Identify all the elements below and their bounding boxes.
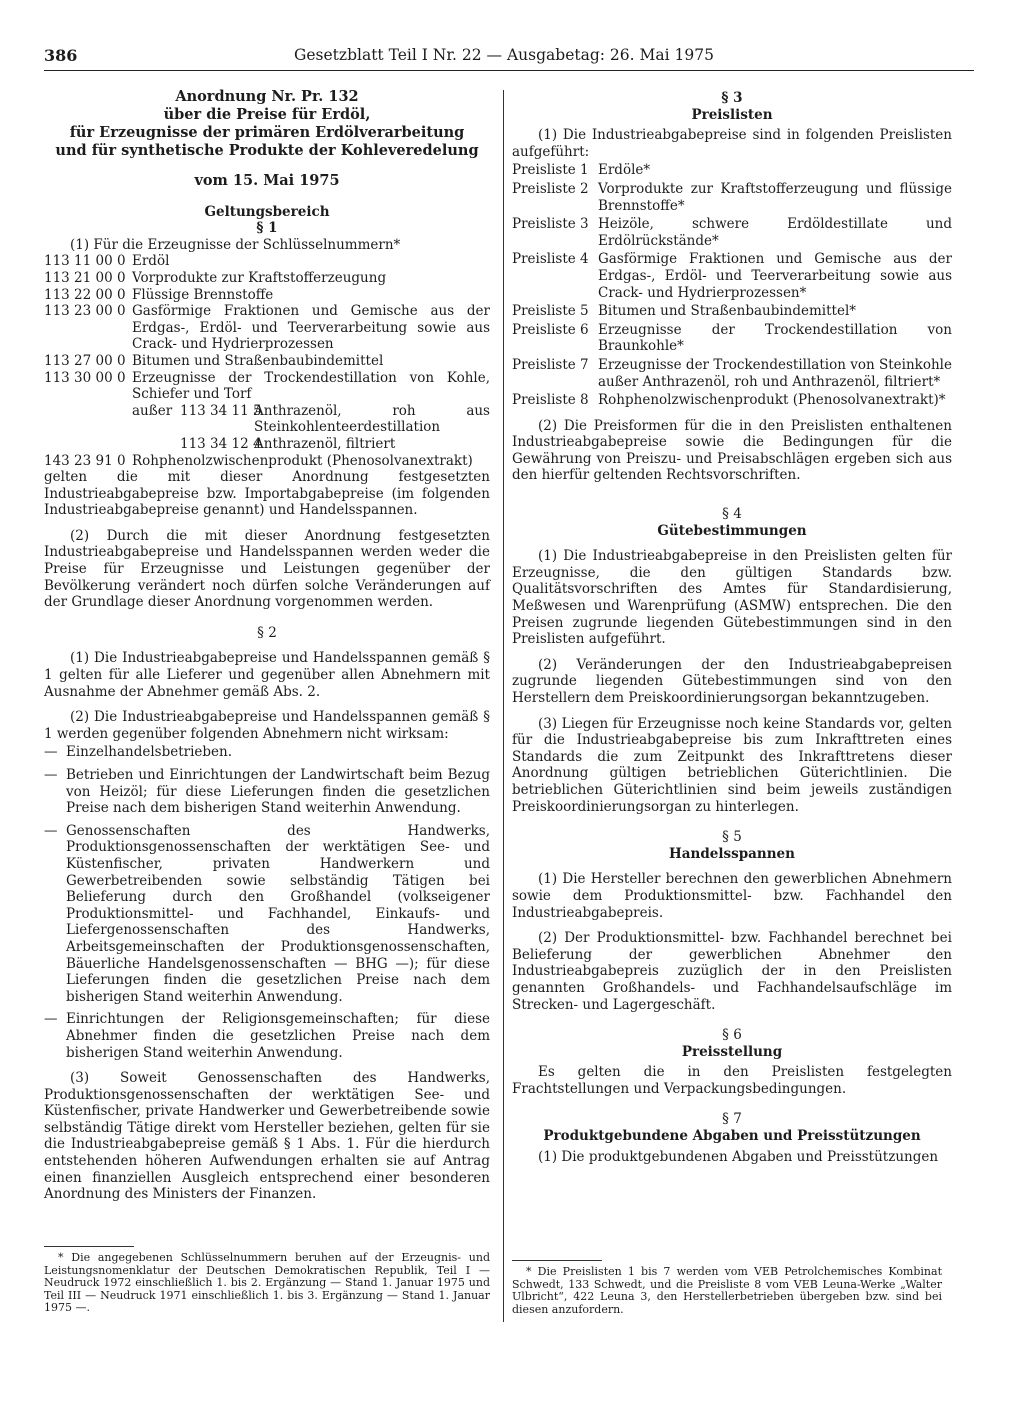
exemption-item bbox=[44, 823, 490, 1006]
key-description: Anthrazenöl, filtriert bbox=[254, 435, 396, 452]
section-5-heading: Handelsspannen bbox=[669, 845, 795, 862]
dash-marker: — bbox=[44, 822, 58, 839]
price-list-row bbox=[512, 392, 952, 409]
key-number: 113 30 00 0 bbox=[44, 369, 126, 386]
section-6-paragraph-1: Es gelten die in den Preislisten festgelegten Frachtstellungen und Verpackungsbedingungen. bbox=[512, 1064, 952, 1097]
footnote-text: * Die angegebenen Schlüsselnummern beruhen auf der Erzeugnis- und Leistungsnomenklatur der Deutschen Demokratischen Republik, Teil I — Neudruck 1972 einschließlich 1. bis 2. Ergänzung — Stand 1. Januar 1975 und Teil III — Neudruck 1971 einschließlich 1. bis 3. Ergänzung — Stand 1. Januar 1975 —. bbox=[44, 1251, 490, 1315]
section-2-label: § 2 bbox=[257, 624, 277, 641]
key-description: Flüssige Brennstoffe bbox=[132, 286, 274, 303]
left-column bbox=[44, 86, 490, 1203]
key-description: Vorprodukte zur Kraftstofferzeugung bbox=[132, 269, 387, 286]
price-list-description: Erzeugnisse der Trockendestillation von Steinkohle außer Anthrazenöl, roh und Anthrazenöl, filtriert* bbox=[598, 356, 952, 390]
key-row bbox=[44, 453, 490, 470]
dash-marker: — bbox=[44, 1011, 58, 1028]
section-7-paragraph-1: (1) Die produktgebundenen Abgaben und Preisstützungen bbox=[538, 1148, 939, 1165]
price-list-number: Preisliste 1 bbox=[512, 162, 589, 179]
price-list-number: Preisliste 2 bbox=[512, 180, 589, 197]
section-1-paragraph-1-end: gelten die mit dieser Anordnung festgesetzten Industrieabgabepreise bzw. Importabgabepreise (im folgenden Industrieabgabepreise genannt) und Handelsspannen. bbox=[44, 469, 490, 519]
section-3-label: § 3 bbox=[721, 90, 743, 106]
section-1-intro: (1) Für die Erzeugnisse der Schlüsselnummern* bbox=[70, 236, 401, 253]
section-4-label: § 4 bbox=[722, 506, 742, 523]
price-list-row bbox=[512, 181, 952, 214]
running-title: Gesetzblatt Teil I Nr. 22 — Ausgabetag: 26. Mai 1975 bbox=[294, 46, 714, 64]
section-4-paragraph-2: (2) Veränderungen der den Industrieabgabepreisen zugrunde liegenden Gütebestimmungen sind von den Herstellern dem Preiskoordinierungsorgan bekanntzugeben. bbox=[512, 656, 952, 706]
decree-title-line: über die Preise für Erdöl, bbox=[163, 106, 371, 123]
decree-title-line: Anordnung Nr. Pr. 132 bbox=[175, 88, 359, 105]
dash-marker: — bbox=[44, 767, 58, 783]
price-list-row bbox=[512, 322, 952, 355]
key-description: Erdöl bbox=[132, 253, 170, 270]
exemption-text: Einrichtungen der Religionsgemeinschaften; für diese Abnehmer finden die gesetzlichen Preise nach dem bisherigen Stand weiterhin Anwendung. bbox=[66, 1011, 490, 1061]
key-row bbox=[44, 287, 490, 304]
key-number: 113 34 11 5 bbox=[180, 402, 262, 419]
decree-title-line: und für synthetische Produkte der Kohleveredelung bbox=[55, 142, 479, 159]
price-list-description: Heizöle, schwere Erdöldestillate und Erdölrückstände* bbox=[598, 216, 952, 249]
price-list-number: Preisliste 7 bbox=[512, 356, 589, 373]
footnote-rule bbox=[512, 1260, 602, 1261]
price-list-description: Rohphenolzwischenprodukt (Phenosolvanextrakt)* bbox=[598, 392, 946, 409]
section-5-paragraph-1: (1) Die Hersteller berechnen den gewerblichen Abnehmern sowie dem Produktionsmittel- bzw. Fachhandel den Industrieabgabepreis. bbox=[512, 871, 952, 921]
price-list-number: Preisliste 3 bbox=[512, 216, 589, 233]
section-3-paragraph-2: (2) Die Preisformen für die in den Preislisten enthaltenen Industrieabgabepreise sowie die Bedingungen für die Gewährung von Preiszu- und Preisabschlägen ergeben sich aus den hierfür geltenden Rechtsvorschriften. bbox=[512, 417, 952, 484]
section-2-paragraph-1: (1) Die Industrieabgabepreise und Handelsspannen gemäß § 1 gelten für alle Lieferer und gegenüber allen Abnehmern mit Ausnahme der Abnehmer gemäß Abs. 2. bbox=[44, 650, 490, 700]
price-list-description: Bitumen und Straßenbaubindemittel* bbox=[598, 303, 857, 320]
section-4-heading: Gütebestimmungen bbox=[657, 522, 807, 539]
key-number: 113 21 00 0 bbox=[44, 269, 126, 286]
exclusion-prefix: außer bbox=[132, 402, 173, 419]
key-number: 113 23 00 0 bbox=[44, 303, 126, 320]
section-1-label: § 1 bbox=[256, 220, 278, 237]
section-6-label: § 6 bbox=[722, 1027, 742, 1044]
key-number-list bbox=[44, 253, 490, 469]
exemption-item bbox=[44, 744, 490, 761]
section-6-heading: Preisstellung bbox=[681, 1043, 783, 1060]
section-4-paragraph-1: (1) Die Industrieabgabepreise in den Preislisten gelten für Erzeugnisse, die den gültigen Standards bzw. Qualitätsvorschriften des Amtes für Standardisierung, Meßwesen und Warenprüfung (ASMW) entsprechen. Die den Preisen zugrunde liegenden Gütebestimmungen sind in den Preislisten aufgeführt. bbox=[512, 548, 952, 648]
exclusion-prefix bbox=[132, 436, 180, 453]
decree-date: vom 15. Mai 1975 bbox=[194, 172, 340, 189]
key-description: Rohphenolzwischenprodukt (Phenosolvanextrakt) bbox=[132, 452, 473, 469]
exemption-list bbox=[44, 744, 490, 1061]
page-header bbox=[44, 44, 974, 71]
price-list-number: Preisliste 6 bbox=[512, 321, 589, 338]
key-row bbox=[44, 253, 490, 270]
dash-marker: — bbox=[44, 744, 58, 761]
exclusion-item bbox=[132, 403, 490, 436]
price-list-number: Preisliste 4 bbox=[512, 251, 589, 268]
right-footnote bbox=[512, 1266, 942, 1316]
section-5-paragraph-2: (2) Der Produktionsmittel- bzw. Fachhandel berechnet bei Belieferung der gewerblichen Abnehmer den Industrieabgabepreis zuzüglich der in den Preislisten genannten Großhandels- und Fachhandelsaufschläge im Strecken- und Lagergeschäft. bbox=[512, 930, 952, 1013]
scope-heading: Geltungsbereich bbox=[204, 203, 330, 220]
price-list-number: Preisliste 5 bbox=[512, 303, 589, 320]
key-number: 113 34 12 4 bbox=[180, 435, 262, 452]
decree-title bbox=[44, 88, 490, 160]
section-2-paragraph-3: (3) Soweit Genossenschaften des Handwerks, Produktionsgenossenschaften der werktätigen See- und Küstenfischer, private Handwerker und Gewerbetreibende sowie selbständig Tätige direkt vom Hersteller beziehen, gelten für sie die Industrieabgabepreise gemäß § 1 Abs. 1. Für die hierdurch entstehenden höheren Aufwendungen erhalten sie auf Antrag einen finanziellen Ausgleich entsprechend einer besonderen Anordnung des Ministers der Finanzen. bbox=[44, 1070, 490, 1203]
right-column bbox=[512, 86, 952, 1165]
price-list-description: Erzeugnisse der Trockendestillation von Braunkohle* bbox=[598, 321, 952, 355]
key-description: Bitumen und Straßenbaubindemittel bbox=[132, 352, 384, 369]
section-2-paragraph-2: (2) Die Industrieabgabepreise und Handelsspannen gemäß § 1 werden gegenüber folgenden Abnehmern nicht wirksam: bbox=[44, 709, 490, 742]
key-number: 113 27 00 0 bbox=[44, 352, 126, 369]
key-number: 143 23 91 0 bbox=[44, 452, 126, 469]
price-list-row bbox=[512, 303, 952, 320]
section-3-paragraph-1: (1) Die Industrieabgabepreise sind in folgenden Preislisten aufgeführt: bbox=[512, 127, 952, 160]
section-7-label: § 7 bbox=[722, 1111, 742, 1128]
section-7-heading: Produktgebundene Abgaben und Preisstützungen bbox=[543, 1128, 921, 1145]
exemption-text: Genossenschaften des Handwerks, Produktionsgenossenschaften der werktätigen See- und Küstenfischer, privaten Handwerkern und Gewerbetreibenden sowie selbständig Tätigen bei Belieferung durch den Großhandel (volkseigener Produktionsmittel- und Fachhandel, Einkaufs- und Liefergenossenschaften des Handwerks, Arbeitsgemeinschaften der Produktionsgenossenschaften, Bäuerliche Handelsgenossenschaften — BHG —); für diese Lieferungen finden die gesetzlichen Preise nach dem bisherigen Stand weiterhin Anwendung. bbox=[66, 822, 490, 1005]
key-row bbox=[44, 353, 490, 370]
exemption-text: Betrieben und Einrichtungen der Landwirtschaft beim Bezug von Heizöl; für diese Lieferungen finden die gesetzlichen Preise nach dem bisherigen Stand weiterhin Anwendung. bbox=[66, 767, 490, 817]
key-description: Anthrazenöl, roh aus Steinkohlenteerdestillation bbox=[254, 402, 490, 436]
section-4-paragraph-3: (3) Liegen für Erzeugnisse noch keine Standards vor, gelten für die Industrieabgabepreise bis zum Inkrafttreten eines Standards die zum Zeitpunkt des Inkrafttretens dieser Anordnung gültigen betrieblichen Güterichtlinien. Die betrieblichen Güterichtlinien sind beim jeweils zuständigen Preiskoordinierungsorgan zu hinterlegen. bbox=[512, 715, 952, 815]
price-list-description: Erdöle* bbox=[598, 162, 651, 179]
exemption-item bbox=[44, 767, 490, 817]
key-description: Gasförmige Fraktionen und Gemische aus der Erdgas-, Erdöl- und Teerverarbeitung sowie aus Crack- und Hydrierprozessen bbox=[132, 303, 490, 353]
section-1-paragraph-2: (2) Durch die mit dieser Anordnung festgesetzten Industrieabgabepreise und Handelsspannen werden weder die Preise für Erzeugnisse und Leistungen gegenüber der Bevölkerung verändert noch dürfen solche Veränderungen auf der Grundlage dieser Anordnung vorgenommen werden. bbox=[44, 527, 490, 611]
key-description: Erzeugnisse der Trockendestillation von Kohle, Schiefer und Torf bbox=[132, 369, 490, 403]
decree-title-line: für Erzeugnisse der primären Erdölverarbeitung bbox=[69, 124, 465, 141]
exemption-item bbox=[44, 1011, 490, 1061]
footnote-text: * Die Preislisten 1 bis 7 werden vom VEB Petrolchemisches Kombinat Schwedt, 133 Schwedt, und die Preisliste 8 vom VEB Leuna-Werke „Walter Ulbricht“, 422 Leuna 3, den Herstellerbetrieben übergeben bzw. sind bei diesen anzufordern. bbox=[512, 1265, 942, 1316]
price-list-table bbox=[512, 162, 952, 408]
price-list-description: Gasförmige Fraktionen und Gemische aus der Erdgas-, Erdöl- und Teerverarbeitung sowie aus Crack- und Hydrierprozessen* bbox=[598, 251, 952, 301]
price-list-description: Vorprodukte zur Kraftstofferzeugung und flüssige Brennstoffe* bbox=[598, 180, 952, 214]
key-row bbox=[44, 303, 490, 353]
key-number: 113 11 00 0 bbox=[44, 253, 126, 270]
price-list-row bbox=[512, 216, 952, 249]
section-3-heading: Preislisten bbox=[691, 106, 773, 123]
key-row bbox=[44, 270, 490, 287]
price-list-row bbox=[512, 357, 952, 390]
section-5-label: § 5 bbox=[722, 829, 742, 846]
exclusion-item bbox=[132, 436, 490, 453]
left-footnote bbox=[44, 1252, 490, 1315]
exemption-text: Einzelhandelsbetrieben. bbox=[66, 744, 233, 761]
exclusion-row bbox=[44, 403, 490, 453]
price-list-row bbox=[512, 162, 952, 179]
key-row bbox=[44, 370, 490, 403]
page-number: 386 bbox=[44, 46, 78, 65]
price-list-number: Preisliste 8 bbox=[512, 392, 589, 409]
key-number: 113 22 00 0 bbox=[44, 286, 126, 303]
footnote-rule bbox=[44, 1246, 134, 1247]
price-list-row bbox=[512, 251, 952, 301]
column-divider bbox=[503, 90, 504, 1322]
